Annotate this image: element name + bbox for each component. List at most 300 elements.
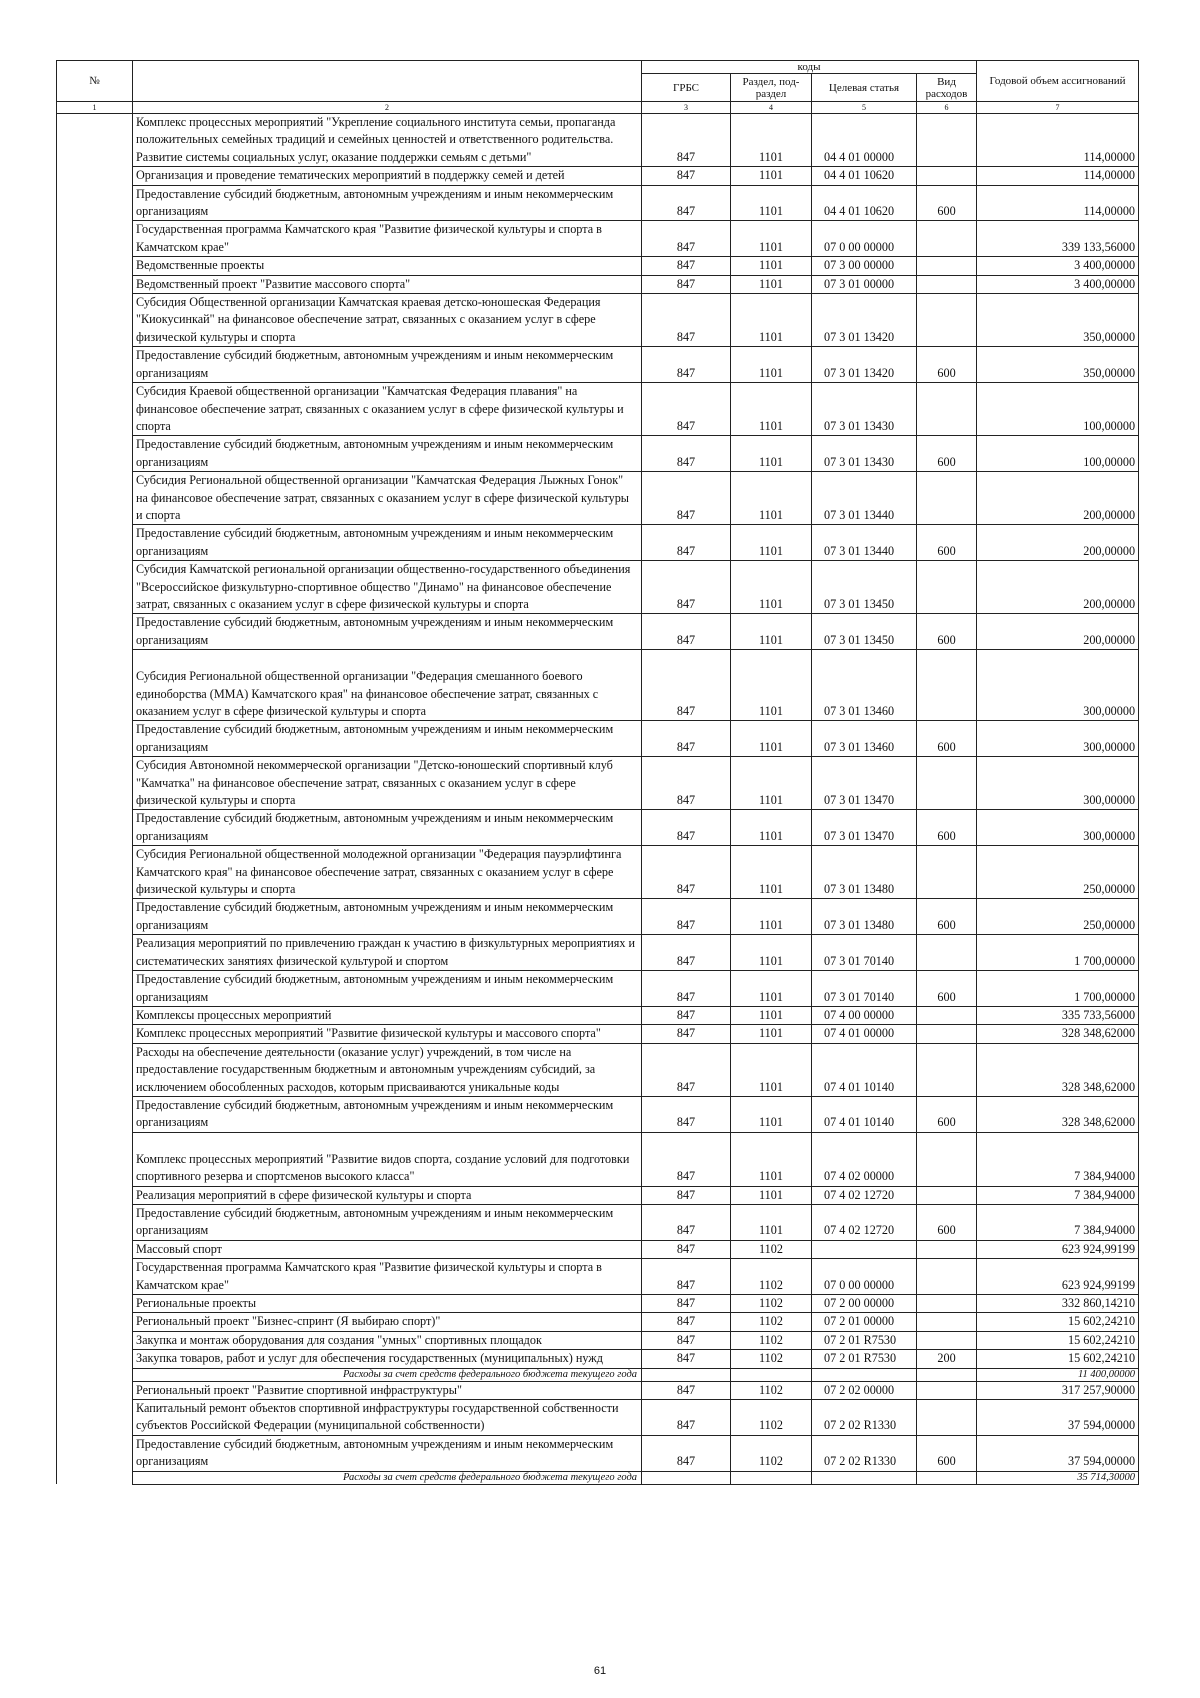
budget-table [56, 60, 1139, 1485]
row-target-cell: 07 0 00 00000 [812, 221, 917, 257]
row-number-cell [57, 1381, 133, 1399]
row-kind-cell [917, 1043, 977, 1096]
row-number-cell [57, 1313, 133, 1331]
row-target-cell: 07 3 01 00000 [812, 275, 917, 293]
row-section-cell: 1101 [731, 1006, 812, 1024]
row-grbs-cell: 847 [642, 294, 731, 347]
row-section-cell: 1101 [731, 1025, 812, 1043]
row-amount-cell: 15 602,24210 [977, 1350, 1139, 1368]
table-row [57, 1006, 1139, 1024]
column-index: 1 [57, 102, 133, 114]
row-amount-cell: 328 348,62000 [977, 1043, 1139, 1096]
table-row [57, 1132, 1139, 1186]
row-section-cell: 1102 [731, 1240, 812, 1258]
row-grbs-cell: 847 [642, 1025, 731, 1043]
row-kind-cell: 600 [917, 614, 977, 650]
row-kind-cell: 200 [917, 1350, 977, 1368]
row-section-cell: 1101 [731, 971, 812, 1007]
row-name-cell: Закупка товаров, работ и услуг для обеспечения государственных (муниципальных) нужд [133, 1350, 642, 1368]
row-grbs-cell [642, 1368, 731, 1381]
row-target-cell: 07 3 01 70140 [812, 971, 917, 1007]
row-target-cell: 07 3 01 13480 [812, 899, 917, 935]
row-grbs-cell: 847 [642, 525, 731, 561]
row-name-cell: Субсидия Автономной некоммерческой организации "Детско-юношеский спортивный клуб "Камчатка" на финансовое обеспечение затрат, связанных с оказанием услуг в сфере физической культуры и спорта [133, 757, 642, 810]
row-section-cell: 1101 [731, 757, 812, 810]
page-number: 61 [593, 1665, 607, 1677]
row-target-cell: 07 4 01 00000 [812, 1025, 917, 1043]
row-name-cell: Ведомственные проекты [133, 257, 642, 275]
row-number-cell [57, 114, 133, 167]
row-grbs-cell: 847 [642, 614, 731, 650]
table-row [57, 757, 1139, 810]
row-target-cell: 07 3 01 13430 [812, 383, 917, 436]
row-grbs-cell: 847 [642, 1435, 731, 1471]
row-kind-cell [917, 757, 977, 810]
row-amount-cell: 300,00000 [977, 810, 1139, 846]
header-number: № [57, 61, 133, 102]
row-amount-cell: 1 700,00000 [977, 971, 1139, 1007]
row-number-cell [57, 185, 133, 221]
row-amount-cell: 350,00000 [977, 347, 1139, 383]
row-grbs-cell: 847 [642, 1132, 731, 1186]
row-name-cell: Субсидия Региональной общественной организации "Камчатская Федерация Лыжных Гонок" на финансовое обеспечение затрат, связанных с оказанием услуг в сфере физической культуры и спорта [133, 472, 642, 525]
table-row [57, 971, 1139, 1007]
row-name-cell: Предоставление субсидий бюджетным, автономным учреждениям и иным некоммерческим организациям [133, 614, 642, 650]
row-name-cell: Реализация мероприятий по привлечению граждан к участию в физкультурных мероприятиях и систематических занятиях физической культурой и спортом [133, 935, 642, 971]
row-amount-cell: 339 133,56000 [977, 221, 1139, 257]
row-kind-cell [917, 114, 977, 167]
row-name-cell: Предоставление субсидий бюджетным, автономным учреждениям и иным некоммерческим организациям [133, 185, 642, 221]
row-amount-cell: 623 924,99199 [977, 1240, 1139, 1258]
row-amount-cell: 11 400,00000 [977, 1368, 1139, 1381]
row-name-cell: Закупка и монтаж оборудования для создания "умных" спортивных площадок [133, 1331, 642, 1349]
row-name-cell: Массовый спорт [133, 1240, 642, 1258]
row-grbs-cell: 847 [642, 1381, 731, 1399]
row-target-cell [812, 1240, 917, 1258]
header-target-article: Целевая статья [812, 74, 917, 102]
row-section-cell: 1101 [731, 1043, 812, 1096]
row-amount-cell: 114,00000 [977, 185, 1139, 221]
row-kind-cell: 600 [917, 1096, 977, 1132]
row-target-cell: 07 3 01 13420 [812, 347, 917, 383]
row-section-cell: 1102 [731, 1259, 812, 1295]
column-index: 3 [642, 102, 731, 114]
row-grbs-cell: 847 [642, 221, 731, 257]
table-row [57, 436, 1139, 472]
table-row [57, 347, 1139, 383]
row-target-cell: 07 3 01 13450 [812, 561, 917, 614]
row-number-cell [57, 1331, 133, 1349]
row-target-cell: 07 2 01 00000 [812, 1313, 917, 1331]
row-section-cell: 1101 [731, 650, 812, 721]
row-number-cell [57, 1043, 133, 1096]
row-amount-cell: 317 257,90000 [977, 1381, 1139, 1399]
row-section-cell: 1102 [731, 1400, 812, 1436]
row-target-cell: 07 4 01 10140 [812, 1096, 917, 1132]
row-target-cell: 07 3 01 13470 [812, 810, 917, 846]
row-kind-cell: 600 [917, 436, 977, 472]
row-number-cell [57, 757, 133, 810]
row-amount-cell: 100,00000 [977, 383, 1139, 436]
header-annual-volume: Годовой объем ассигнований [977, 61, 1139, 102]
row-number-cell [57, 1259, 133, 1295]
row-section-cell: 1101 [731, 525, 812, 561]
row-amount-cell: 37 594,00000 [977, 1400, 1139, 1436]
row-grbs-cell: 847 [642, 436, 731, 472]
row-kind-cell: 600 [917, 185, 977, 221]
table-row [57, 1096, 1139, 1132]
row-section-cell: 1101 [731, 810, 812, 846]
row-grbs-cell: 847 [642, 1400, 731, 1436]
row-grbs-cell: 847 [642, 472, 731, 525]
row-name-cell: Предоставление субсидий бюджетным, автономным учреждениям и иным некоммерческим организациям [133, 1435, 642, 1471]
row-grbs-cell: 847 [642, 721, 731, 757]
column-index: 6 [917, 102, 977, 114]
row-target-cell: 07 3 01 13480 [812, 846, 917, 899]
row-amount-cell: 37 594,00000 [977, 1435, 1139, 1471]
table-row [57, 275, 1139, 293]
row-grbs-cell: 847 [642, 383, 731, 436]
row-kind-cell [917, 846, 977, 899]
row-target-cell [812, 1368, 917, 1381]
row-number-cell [57, 294, 133, 347]
row-amount-cell: 1 700,00000 [977, 935, 1139, 971]
row-number-cell [57, 436, 133, 472]
row-section-cell: 1101 [731, 1132, 812, 1186]
row-name-cell: Субсидия Региональной общественной молодежной организации "Федерация пауэрлифтинга Камчатского края" на финансовое обеспечение затрат, связанных с оказанием услуг в сфере физической культуры и спорта [133, 846, 642, 899]
row-amount-cell: 335 733,56000 [977, 1006, 1139, 1024]
row-target-cell: 07 2 02 00000 [812, 1381, 917, 1399]
row-number-cell [57, 167, 133, 185]
row-number-cell [57, 935, 133, 971]
table-row [57, 899, 1139, 935]
table-row [57, 167, 1139, 185]
budget-table-sheet [56, 60, 1138, 1485]
row-kind-cell [917, 1006, 977, 1024]
row-section-cell: 1101 [731, 1186, 812, 1204]
row-name-cell: Предоставление субсидий бюджетным, автономным учреждениям и иным некоммерческим организациям [133, 721, 642, 757]
header-name [133, 61, 642, 102]
row-name-cell: Субсидия Общественной организации Камчатская краевая детско-юношеская Федерация "Киокусинкай" на финансовое обеспечение затрат, связанных с оказанием услуг в сфере физической культуры и спорта [133, 294, 642, 347]
row-kind-cell [917, 275, 977, 293]
row-section-cell: 1101 [731, 846, 812, 899]
row-name-cell: Предоставление субсидий бюджетным, автономным учреждениям и иным некоммерческим организациям [133, 1204, 642, 1240]
row-section-cell: 1101 [731, 185, 812, 221]
row-section-cell: 1101 [731, 114, 812, 167]
row-amount-cell: 200,00000 [977, 561, 1139, 614]
row-kind-cell [917, 294, 977, 347]
table-row [57, 614, 1139, 650]
column-index: 2 [133, 102, 642, 114]
row-amount-cell: 250,00000 [977, 846, 1139, 899]
row-kind-cell [917, 1331, 977, 1349]
row-name-cell: Предоставление субсидий бюджетным, автономным учреждениям и иным некоммерческим организациям [133, 971, 642, 1007]
row-amount-cell: 328 348,62000 [977, 1025, 1139, 1043]
row-section-cell: 1101 [731, 347, 812, 383]
row-grbs-cell: 847 [642, 1204, 731, 1240]
row-number-cell [57, 1368, 133, 1381]
row-grbs-cell: 847 [642, 257, 731, 275]
row-number-cell [57, 275, 133, 293]
header-expense-kind: Вид расходов [917, 74, 977, 102]
row-grbs-cell: 847 [642, 185, 731, 221]
row-name-cell: Комплекс процессных мероприятий "Развитие физической культуры и массового спорта" [133, 1025, 642, 1043]
row-target-cell: 07 3 01 13440 [812, 525, 917, 561]
row-grbs-cell: 847 [642, 114, 731, 167]
row-kind-cell: 600 [917, 1204, 977, 1240]
row-target-cell: 07 4 01 10140 [812, 1043, 917, 1096]
table-row [57, 721, 1139, 757]
row-grbs-cell: 847 [642, 846, 731, 899]
table-row [57, 1381, 1139, 1399]
row-amount-cell: 7 384,94000 [977, 1132, 1139, 1186]
row-section-cell: 1102 [731, 1331, 812, 1349]
row-grbs-cell: 847 [642, 650, 731, 721]
table-row [57, 1313, 1139, 1331]
row-grbs-cell: 847 [642, 971, 731, 1007]
table-body [57, 114, 1139, 1485]
row-number-cell [57, 1471, 133, 1484]
row-kind-cell [917, 935, 977, 971]
row-grbs-cell: 847 [642, 1006, 731, 1024]
row-name-cell: Субсидия Краевой общественной организации "Камчатская Федерация плавания" на финансовое обеспечение затрат, связанных с оказанием услуг в сфере физической культуры и спорта [133, 383, 642, 436]
row-kind-cell [917, 383, 977, 436]
row-kind-cell [917, 1132, 977, 1186]
row-amount-cell: 100,00000 [977, 436, 1139, 472]
row-number-cell [57, 846, 133, 899]
row-grbs-cell: 847 [642, 347, 731, 383]
row-name-cell: Предоставление субсидий бюджетным, автономным учреждениям и иным некоммерческим организациям [133, 1096, 642, 1132]
row-target-cell: 07 3 01 13420 [812, 294, 917, 347]
row-name-cell: Региональный проект "Развитие спортивной инфраструктуры" [133, 1381, 642, 1399]
table-row [57, 185, 1139, 221]
row-amount-cell: 300,00000 [977, 721, 1139, 757]
row-section-cell: 1102 [731, 1381, 812, 1399]
table-row [57, 561, 1139, 614]
row-amount-cell: 332 860,14210 [977, 1295, 1139, 1313]
row-target-cell: 07 4 00 00000 [812, 1006, 917, 1024]
row-number-cell [57, 525, 133, 561]
table-row [57, 383, 1139, 436]
row-section-cell: 1101 [731, 167, 812, 185]
row-section-cell [731, 1368, 812, 1381]
row-target-cell: 04 4 01 10620 [812, 167, 917, 185]
row-number-cell [57, 899, 133, 935]
row-kind-cell: 600 [917, 525, 977, 561]
row-grbs-cell: 847 [642, 1350, 731, 1368]
row-section-cell: 1101 [731, 257, 812, 275]
row-section-cell: 1102 [731, 1295, 812, 1313]
row-amount-cell: 3 400,00000 [977, 257, 1139, 275]
row-section-cell: 1101 [731, 472, 812, 525]
row-grbs-cell: 847 [642, 935, 731, 971]
row-name-cell: Комплекс процессных мероприятий "Укрепление социального института семьи, пропаганда положительных семейных традиций и семейных ценностей и ответственного родительства. Развитие системы социальных услуг, оказание поддержки семьям с детьми" [133, 114, 642, 167]
row-amount-cell: 250,00000 [977, 899, 1139, 935]
row-kind-cell [917, 1400, 977, 1436]
row-kind-cell [917, 257, 977, 275]
row-number-cell [57, 614, 133, 650]
row-kind-cell [917, 1025, 977, 1043]
row-name-cell: Предоставление субсидий бюджетным, автономным учреждениям и иным некоммерческим организациям [133, 347, 642, 383]
row-target-cell: 07 3 01 13470 [812, 757, 917, 810]
row-target-cell: 04 4 01 00000 [812, 114, 917, 167]
row-section-cell [731, 1471, 812, 1484]
row-number-cell [57, 1006, 133, 1024]
row-number-cell [57, 1096, 133, 1132]
row-number-cell [57, 1204, 133, 1240]
row-target-cell: 07 2 02 R1330 [812, 1400, 917, 1436]
row-grbs-cell: 847 [642, 1096, 731, 1132]
table-row [57, 1295, 1139, 1313]
row-kind-cell [917, 1295, 977, 1313]
column-index: 5 [812, 102, 917, 114]
row-amount-cell: 623 924,99199 [977, 1259, 1139, 1295]
row-name-cell: Субсидия Региональной общественной организации "Федерация смешанного боевого единоборства (ММА) Камчатского края" на финансовое обеспечение затрат, связанных с оказанием услуг в сфере физической культуры и спорта [133, 650, 642, 721]
row-target-cell: 07 3 01 13460 [812, 650, 917, 721]
row-kind-cell [917, 1259, 977, 1295]
table-row [57, 846, 1139, 899]
row-kind-cell [917, 167, 977, 185]
row-name-cell: Региональные проекты [133, 1295, 642, 1313]
row-number-cell [57, 347, 133, 383]
row-number-cell [57, 1350, 133, 1368]
row-number-cell [57, 1025, 133, 1043]
row-kind-cell [917, 1368, 977, 1381]
row-kind-cell: 600 [917, 810, 977, 846]
row-grbs-cell: 847 [642, 275, 731, 293]
row-target-cell: 07 4 02 12720 [812, 1186, 917, 1204]
row-target-cell: 07 4 02 12720 [812, 1204, 917, 1240]
row-name-cell: Государственная программа Камчатского края "Развитие физической культуры и спорта в Камчатском крае" [133, 221, 642, 257]
row-number-cell [57, 1240, 133, 1258]
row-name-cell: Расходы на обеспечение деятельности (оказание услуг) учреждений, в том числе на предоставление государственным бюджетным и автономным учреждениям субсидий, за исключением обособленных расходов, которым присваиваются уникальные коды [133, 1043, 642, 1096]
row-kind-cell: 600 [917, 347, 977, 383]
table-row [57, 1435, 1139, 1471]
row-section-cell: 1101 [731, 1204, 812, 1240]
table-row [57, 294, 1139, 347]
row-section-cell: 1101 [731, 275, 812, 293]
row-grbs-cell: 847 [642, 167, 731, 185]
row-kind-cell [917, 650, 977, 721]
table-row [57, 1025, 1139, 1043]
row-name-cell: Государственная программа Камчатского края "Развитие физической культуры и спорта в Камчатском крае" [133, 1259, 642, 1295]
row-grbs-cell: 847 [642, 1295, 731, 1313]
row-target-cell: 07 3 01 13430 [812, 436, 917, 472]
row-amount-cell: 200,00000 [977, 525, 1139, 561]
table-row [57, 1204, 1139, 1240]
row-amount-cell: 35 714,30000 [977, 1471, 1139, 1484]
row-amount-cell: 200,00000 [977, 614, 1139, 650]
row-grbs-cell: 847 [642, 899, 731, 935]
row-amount-cell: 7 384,94000 [977, 1204, 1139, 1240]
table-row [57, 1400, 1139, 1436]
table-row [57, 1186, 1139, 1204]
row-name-cell: Капитальный ремонт объектов спортивной инфраструктуры государственной собственности субъектов Российской Федерации (муниципальной собственности) [133, 1400, 642, 1436]
row-target-cell: 07 0 00 00000 [812, 1259, 917, 1295]
row-section-cell: 1102 [731, 1435, 812, 1471]
header-grbs: ГРБС [642, 74, 731, 102]
table-row [57, 257, 1139, 275]
table-row [57, 1259, 1139, 1295]
row-kind-cell [917, 472, 977, 525]
row-section-cell: 1102 [731, 1313, 812, 1331]
row-target-cell: 07 3 01 13440 [812, 472, 917, 525]
row-name-cell: Предоставление субсидий бюджетным, автономным учреждениям и иным некоммерческим организациям [133, 810, 642, 846]
table-row [57, 221, 1139, 257]
row-section-cell: 1102 [731, 1350, 812, 1368]
row-number-cell [57, 472, 133, 525]
row-name-cell: Расходы за счет средств федерального бюджета текущего года [133, 1368, 642, 1381]
row-grbs-cell: 847 [642, 561, 731, 614]
row-name-cell: Организация и проведение тематических мероприятий в поддержку семей и детей [133, 167, 642, 185]
table-row [57, 810, 1139, 846]
row-target-cell: 07 2 00 00000 [812, 1295, 917, 1313]
row-kind-cell: 600 [917, 1435, 977, 1471]
row-kind-cell [917, 1240, 977, 1258]
row-number-cell [57, 221, 133, 257]
row-name-cell: Ведомственный проект "Развитие массового спорта" [133, 275, 642, 293]
table-note-row [57, 1368, 1139, 1381]
row-number-cell [57, 1435, 133, 1471]
row-grbs-cell: 847 [642, 757, 731, 810]
row-section-cell: 1101 [731, 899, 812, 935]
row-name-cell: Расходы за счет средств федерального бюджета текущего года [133, 1471, 642, 1484]
row-section-cell: 1101 [731, 436, 812, 472]
row-name-cell: Предоставление субсидий бюджетным, автономным учреждениям и иным некоммерческим организациям [133, 525, 642, 561]
row-name-cell: Комплекс процессных мероприятий "Развитие видов спорта, создание условий для подготовки спортивного резерва и спортсменов высокого класса" [133, 1132, 642, 1186]
table-row [57, 114, 1139, 167]
table-note-row [57, 1471, 1139, 1484]
row-target-cell: 07 3 01 13450 [812, 614, 917, 650]
table-row [57, 1331, 1139, 1349]
row-amount-cell: 300,00000 [977, 757, 1139, 810]
row-kind-cell: 600 [917, 721, 977, 757]
row-name-cell: Комплексы процессных мероприятий [133, 1006, 642, 1024]
row-number-cell [57, 650, 133, 721]
row-target-cell: 07 3 00 00000 [812, 257, 917, 275]
row-amount-cell: 350,00000 [977, 294, 1139, 347]
row-target-cell: 07 2 02 R1330 [812, 1435, 917, 1471]
row-name-cell: Субсидия Камчатской региональной организации общественно-государственного объединения "Всероссийское физкультурно-спортивное общество "Динамо" на финансовое обеспечение затрат, связанных с оказанием услуг в сфере физической культуры и спорта [133, 561, 642, 614]
row-target-cell [812, 1471, 917, 1484]
row-amount-cell: 300,00000 [977, 650, 1139, 721]
row-kind-cell: 600 [917, 899, 977, 935]
header-section: Раздел, под-раздел [731, 74, 812, 102]
row-number-cell [57, 383, 133, 436]
table-row [57, 935, 1139, 971]
row-section-cell: 1101 [731, 561, 812, 614]
row-number-cell [57, 1132, 133, 1186]
row-grbs-cell: 847 [642, 810, 731, 846]
row-number-cell [57, 1400, 133, 1436]
row-amount-cell: 114,00000 [977, 114, 1139, 167]
row-section-cell: 1101 [731, 294, 812, 347]
row-grbs-cell: 847 [642, 1186, 731, 1204]
row-amount-cell: 328 348,62000 [977, 1096, 1139, 1132]
row-grbs-cell: 847 [642, 1240, 731, 1258]
row-target-cell: 07 2 01 R7530 [812, 1331, 917, 1349]
table-row [57, 1350, 1139, 1368]
row-name-cell: Предоставление субсидий бюджетным, автономным учреждениям и иным некоммерческим организациям [133, 899, 642, 935]
row-target-cell: 07 3 01 13460 [812, 721, 917, 757]
row-number-cell [57, 561, 133, 614]
row-kind-cell [917, 561, 977, 614]
row-target-cell: 04 4 01 10620 [812, 185, 917, 221]
row-section-cell: 1101 [731, 221, 812, 257]
table-row [57, 525, 1139, 561]
row-target-cell: 07 3 01 70140 [812, 935, 917, 971]
row-number-cell [57, 1295, 133, 1313]
